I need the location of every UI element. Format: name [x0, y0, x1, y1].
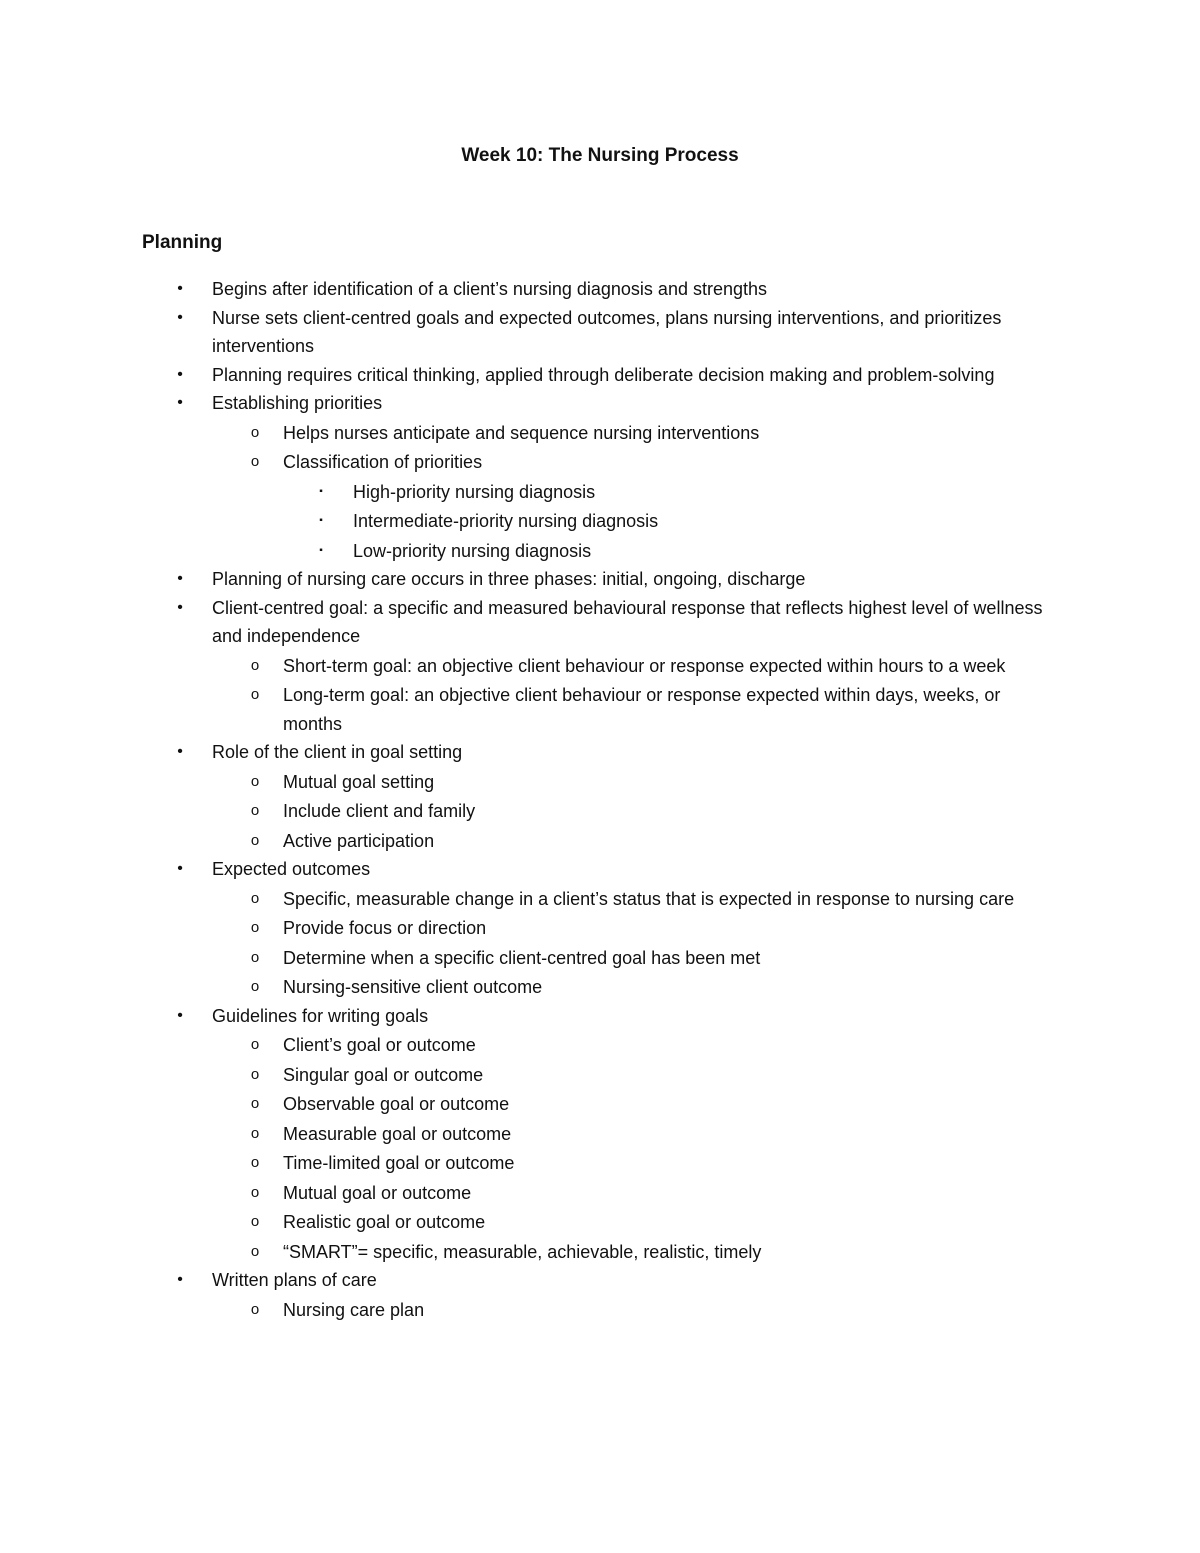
- bullet-outline: [0, 275, 1200, 1324]
- list-item-text: Role of the client in goal setting: [212, 742, 463, 762]
- bullet-circle-icon: o: [250, 802, 260, 819]
- list-item-text: Planning requires critical thinking, applied through deliberate decision making and problem-solving: [212, 364, 995, 385]
- bullet-circle-icon: o: [250, 1183, 260, 1201]
- list-item-text: Realistic goal or outcome: [283, 1212, 486, 1232]
- bullet-circle-icon: o: [250, 831, 260, 849]
- bullet-dot-icon: •: [177, 1006, 183, 1024]
- list-item-level-2: [0, 944, 1200, 973]
- list-item-level-1: [0, 1002, 1200, 1031]
- list-item-text: Singular goal or outcome: [283, 1064, 484, 1085]
- bullet-dot-icon: •: [177, 308, 183, 326]
- bullet-circle-icon: o: [250, 889, 260, 907]
- list-item-level-1: [0, 389, 1200, 418]
- list-item-text: Begins after identification of a client’s nursing diagnosis and strengths: [212, 279, 768, 299]
- list-item-text: Planning of nursing care occurs in three phases: initial, ongoing, discharge: [212, 569, 806, 589]
- list-item-text: Nurse sets client-centred goals and expected outcomes, plans nursing interventions, and prioritizes interventions: [212, 307, 1002, 356]
- bullet-dot-icon: •: [177, 570, 183, 587]
- section-heading-planning: Planning: [142, 232, 223, 253]
- bullet-circle-icon: o: [250, 1300, 260, 1318]
- list-item-level-2: [0, 885, 1200, 914]
- list-item-text: Active participation: [283, 830, 435, 851]
- list-item-level-3: [0, 537, 1200, 566]
- list-item-text: Client’s goal or outcome: [283, 1035, 476, 1055]
- bullet-dot-icon: •: [177, 860, 183, 877]
- list-item-level-2: [0, 973, 1200, 1002]
- bullet-dot-icon: •: [177, 598, 183, 616]
- bullet-circle-icon: o: [250, 1124, 260, 1142]
- bullet-circle-icon: o: [250, 978, 260, 995]
- bullet-circle-icon: o: [250, 1154, 260, 1171]
- list-item-level-2: [0, 419, 1200, 448]
- bullet-square-icon: ▪: [319, 515, 323, 526]
- list-item-level-3: [0, 478, 1200, 507]
- page-title: Week 10: The Nursing Process: [461, 145, 739, 166]
- list-item-text: Provide focus or direction: [283, 918, 487, 938]
- bullet-circle-icon: o: [250, 1213, 260, 1230]
- list-item-text: Measurable goal or outcome: [283, 1123, 512, 1144]
- list-item-text: Helps nurses anticipate and sequence nursing interventions: [283, 422, 760, 443]
- bullet-dot-icon: •: [177, 365, 183, 383]
- bullet-circle-icon: o: [250, 772, 260, 790]
- list-item-text: “SMART”= specific, measurable, achievable, realistic, timely: [283, 1241, 762, 1262]
- list-item-text: Mutual goal or outcome: [283, 1182, 472, 1203]
- list-item-level-2: [0, 1120, 1200, 1149]
- list-item-text: Nursing-sensitive client outcome: [283, 977, 543, 997]
- bullet-dot-icon: •: [177, 280, 183, 297]
- bullet-circle-icon: o: [250, 453, 260, 470]
- bullet-circle-icon: o: [250, 1095, 260, 1112]
- bullet-circle-icon: o: [250, 1036, 260, 1053]
- list-item-level-1: [0, 738, 1200, 767]
- list-item-level-2: [0, 1061, 1200, 1090]
- bullet-circle-icon: o: [250, 686, 260, 703]
- list-item-level-1: [0, 304, 1200, 361]
- list-item-level-2: [0, 1090, 1200, 1119]
- list-item-text: Written plans of care: [212, 1270, 377, 1290]
- list-item-text: Guidelines for writing goals: [212, 1005, 429, 1026]
- list-item-text: Time-limited goal or outcome: [283, 1153, 515, 1173]
- list-item-text: Long-term goal: an objective client behaviour or response expected within days, weeks, or months: [283, 685, 1001, 734]
- list-item-level-2: [0, 914, 1200, 943]
- list-item-level-1: [0, 1266, 1200, 1295]
- list-item-level-2: [0, 797, 1200, 826]
- list-item-level-2: [0, 448, 1200, 477]
- bullet-dot-icon: •: [177, 743, 183, 760]
- list-item-level-2: [0, 1208, 1200, 1237]
- list-item-text: Specific, measurable change in a client’s status that is expected in response to nursing care: [283, 888, 1015, 909]
- list-item-text: Client-centred goal: a specific and measured behavioural response that reflects highest level of wellness and independence: [212, 597, 1043, 646]
- list-item-level-1: [0, 594, 1200, 651]
- list-item-level-1: [0, 565, 1200, 594]
- list-item-text: Nursing care plan: [283, 1299, 425, 1320]
- list-item-level-2: [0, 652, 1200, 681]
- list-item-text: Low-priority nursing diagnosis: [353, 540, 592, 561]
- list-item-text: High-priority nursing diagnosis: [353, 481, 596, 502]
- bullet-circle-icon: o: [250, 656, 260, 674]
- list-item-text: Expected outcomes: [212, 859, 371, 879]
- list-item-level-2: [0, 768, 1200, 797]
- list-item-level-2: [0, 827, 1200, 856]
- list-item-text: Classification of priorities: [283, 452, 483, 472]
- bullet-circle-icon: o: [250, 1242, 260, 1260]
- bullet-circle-icon: o: [250, 948, 260, 966]
- bullet-circle-icon: o: [250, 1065, 260, 1083]
- bullet-circle-icon: o: [250, 919, 260, 936]
- list-item-text: Include client and family: [283, 801, 476, 821]
- list-item-level-1: [0, 855, 1200, 884]
- bullet-square-icon: ▪: [319, 485, 323, 497]
- bullet-circle-icon: o: [250, 423, 260, 441]
- list-item-text: Establishing priorities: [212, 393, 383, 413]
- list-item-level-2: [0, 1149, 1200, 1178]
- list-item-text: Intermediate-priority nursing diagnosis: [353, 511, 659, 531]
- list-item-level-2: [0, 1031, 1200, 1060]
- list-item-level-2: [0, 681, 1200, 738]
- list-item-level-3: [0, 507, 1200, 536]
- list-item-text: Short-term goal: an objective client behaviour or response expected within hours to a week: [283, 655, 1006, 676]
- list-item-level-1: [0, 361, 1200, 390]
- bullet-dot-icon: •: [177, 394, 183, 411]
- list-item-level-1: [0, 275, 1200, 304]
- bullet-dot-icon: •: [177, 1271, 183, 1288]
- bullet-square-icon: ▪: [319, 544, 323, 556]
- list-item-text: Mutual goal setting: [283, 771, 435, 792]
- list-item-text: Determine when a specific client-centred goal has been met: [283, 947, 761, 968]
- list-item-text: Observable goal or outcome: [283, 1094, 510, 1114]
- list-item-level-2: [0, 1179, 1200, 1208]
- list-item-level-2: [0, 1296, 1200, 1325]
- list-item-level-2: [0, 1238, 1200, 1267]
